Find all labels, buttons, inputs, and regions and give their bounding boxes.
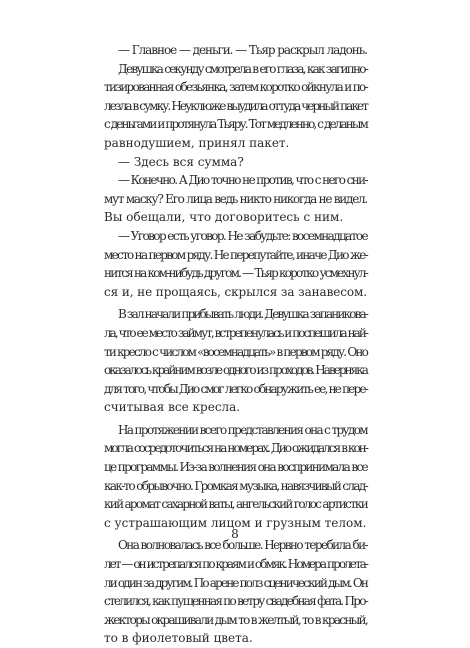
text-line: оказалось крайним возле одного из проходов. Наверняка	[104, 363, 367, 378]
paragraph	[104, 305, 367, 417]
paragraph	[104, 227, 367, 301]
text-line: це программы. Из-за волнения она воспринимала все	[104, 460, 367, 475]
text-line: лезла в сумку. Неуклюже выудила оттуда черный пакет	[104, 98, 367, 113]
text-line: — Уговор есть уговор. Не забудьте: восемнадцатое	[118, 228, 367, 243]
text-line: ли один за другим. По арене полз сценический дым. Он	[104, 575, 367, 590]
text-line: считывая все кресла.	[104, 400, 241, 415]
text-line: лет — он истрепался по краям и обмяк. Номера пролета-	[104, 557, 367, 572]
text-line: ла, что ее место займут, встрепенулась и поспешила най-	[104, 325, 368, 340]
text-line: как-то обрывочно. Громкая музыка, навязчивый слад-	[104, 478, 367, 493]
text-line: На протяжении всего представления она с трудом	[118, 422, 368, 437]
text-line: с деньгами и протянула Тьяру. Тот медленно, с деланым	[104, 117, 367, 132]
text-line: Девушка секунду смотрела в его глаза, как загипно-	[118, 61, 367, 76]
paragraph	[104, 171, 367, 227]
text-line: Она волновалась все больше. Нервно теребила би-	[118, 538, 367, 553]
paragraph	[104, 536, 367, 648]
text-line: кий аромат сахарной ваты, ангельский голос артистки	[104, 497, 367, 512]
text-line: ся и, не прощаясь, скрылся за занавесом.	[104, 284, 368, 299]
text-line: могла сосредоточиться на номерах. Дио ожидался в кон-	[104, 441, 367, 456]
text-line: с устрашающим лицом и грузным телом.	[104, 515, 367, 530]
paragraph	[104, 421, 367, 533]
text-line: жекторы окрашивали дым то в желтый, то в красный,	[104, 612, 367, 627]
page-number: 8	[231, 527, 239, 541]
text-line: равнодушием, принял пакет.	[104, 135, 290, 150]
text-line: В зал начали прибывать люди. Девушка запаникова-	[118, 307, 367, 322]
text-line: тизированная обезьянка, затем коротко ойкнула и по-	[104, 80, 367, 95]
text-line: — Конечно. А Дио точно не против, что с него сни-	[118, 173, 367, 188]
text-line: для того, чтобы Дио смог легко обнаружить ее, не пере-	[104, 381, 368, 396]
text-line: то в фиолетовый цвета.	[104, 631, 253, 646]
text-line: место на первом ряду. Не перепутайте, иначе Дио же-	[104, 247, 367, 262]
text-line: мут маску? Его лица ведь никто никогда не видел.	[104, 191, 367, 206]
page-body-text	[104, 41, 367, 648]
paragraph	[104, 153, 367, 172]
text-line: нится на ком-нибудь другом. — Тьяр коротко усмехнул-	[104, 266, 368, 281]
text-line: — Главное — деньги. — Тьяр раскрыл ладонь.	[118, 43, 368, 57]
paragraph	[104, 60, 367, 153]
paragraph	[104, 41, 367, 60]
text-line: стелился, как пущенная по ветру свадебная фата. Про-	[104, 594, 368, 609]
text-line: — Здесь вся сумма?	[118, 154, 244, 169]
text-line: ти кресло с числом «восемнадцать» в первом ряду. Оно	[104, 344, 368, 359]
text-line: Вы обещали, что договоритесь с ним.	[104, 210, 344, 225]
